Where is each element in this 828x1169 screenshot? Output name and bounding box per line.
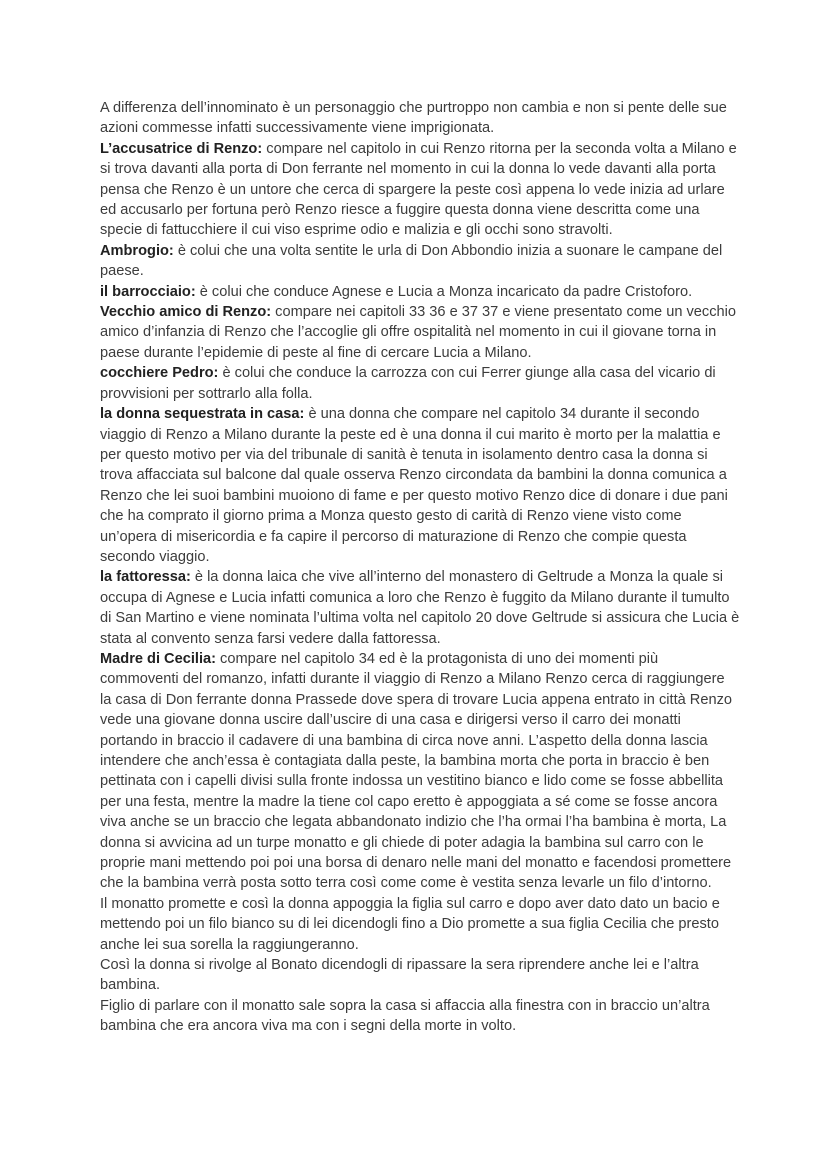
paragraph-text: A differenza dell’innominato è un personaggio che purtroppo non cambia e non si pente delle sue azioni commesse infatti successivamente viene imprigionata. bbox=[100, 100, 727, 137]
character-term: Vecchio amico di Renzo: bbox=[100, 304, 272, 321]
paragraph-vecchio-amico bbox=[100, 302, 740, 363]
paragraph-accusatrice bbox=[100, 139, 740, 241]
document-body bbox=[100, 98, 740, 1037]
character-term: il barrocciaio: bbox=[100, 283, 196, 300]
character-term: Ambrogio: bbox=[100, 242, 174, 259]
paragraph-monatto bbox=[100, 894, 740, 955]
paragraph-text: è una donna che compare nel capitolo 34 durante il secondo viaggio di Renzo a Milano durante la peste ed è una donna il cui marito è morto per la malattia e per questo motivo per via del tribunale di sanità è tenuta in isolamento dentro casa la donna si trova affacciata sul balcone dal quale osserva Renzo circondata da bambini la donna comunica a Renzo che lei suoi bambini muoiono di fame e per questo motivo Renzo dice di donare i due pani che ha comprato il giorno prima a Monza questo gesto di carità di Renzo viene visto come un’opera di misericordia e fa capire il percorso di maturazione di Renzo che compie questa secondo viaggio. bbox=[100, 406, 728, 565]
character-term: la fattoressa: bbox=[100, 569, 191, 586]
paragraph-fattoressa bbox=[100, 567, 740, 649]
paragraph-text: compare nel capitolo in cui Renzo ritorna per la seconda volta a Milano e si trova davanti alla porta di Don ferrante nel momento in cui la donna lo vede davanti alla porta pensa che Renzo è un untore che cerca di spargere la peste così appena lo vede inizia ad urlare ed accusarlo per fortuna però Renzo riesce a fuggire questa donna viene descritta come una specie di fattucchiere il cui viso esprime odio e malizia e gli occhi sono stravolti. bbox=[100, 140, 737, 239]
paragraph-text: è colui che conduce Agnese e Lucia a Monza incaricato da padre Cristoforo. bbox=[195, 283, 693, 300]
paragraph-bonato bbox=[100, 955, 740, 996]
paragraph-cocchiere bbox=[100, 363, 740, 404]
paragraph-text: compare nei capitoli 33 36 e 37 37 e viene presentato come un vecchio amico d’infanzia di Renzo che l’accoglie gli offre ospitalità nel momento in cui il giovane torna in paese durante l’epidemie di peste al fine di cercare Lucia a Milano. bbox=[100, 304, 736, 361]
paragraph-text: è colui che conduce la carrozza con cui Ferrer giunge alla casa del vicario di provvisioni per sottrarlo alla folla. bbox=[100, 365, 716, 402]
character-term: Madre di Cecilia: bbox=[100, 650, 216, 667]
paragraph-finestra bbox=[100, 996, 740, 1037]
character-term: cocchiere Pedro: bbox=[100, 365, 219, 382]
character-term: L’accusatrice di Renzo: bbox=[100, 140, 263, 157]
paragraph-text: Così la donna si rivolge al Bonato dicendogli di ripassare la sera riprendere anche lei e l’altra bambina. bbox=[100, 957, 699, 994]
paragraph-text: è colui che una volta sentite le urla di Don Abbondio inizia a suonare le campane del paese. bbox=[100, 242, 723, 280]
paragraph-text: compare nel capitolo 34 ed è la protagonista di uno dei momenti più commoventi del romanzo, infatti durante il viaggio di Renzo a Milano Renzo cerca di raggiungere la casa di Don ferrante donna Prassede dove spera di trovare Lucia appena entrato in città Renzo vede una giovane donna uscire dall’uscire di una casa e dirigersi verso il carro dei monatti portando in braccio il cadavere di una bambina di circa nove anni. L’aspetto della donna lascia intendere che anch’essa è contagiata dalla peste, la bambina morta che porta in braccio è ben pettinata con i capelli divisi sulla fronte indossa un vestitino bianco e lido come se fosse abbellita per una festa, mentre la madre la tiene col capo eretto è appoggiata a sé come se fosse ancora viva anche se un braccio che legata abbandonato indizio che l’ha ormai l’ha bambina è morta, La donna si avvicina ad un turpe monatto e gli chiede di poter adagia la bambina sul carro con le proprie mani mettendo poi poi una borsa di denaro nelle mani del monatto e facendosi promettere che la bambina verrà posta sotto terra così come come è vestita senza levarle un filo d’intorno. bbox=[100, 650, 732, 892]
paragraph-ambrogio bbox=[100, 241, 740, 282]
paragraph-madre-cecilia bbox=[100, 649, 740, 894]
paragraph-barrocciaio bbox=[100, 282, 740, 302]
paragraph-text: Figlio di parlare con il monatto sale sopra la casa si affaccia alla finestra con in braccio un’altra bambina che era ancora viva ma con i segni della morte in volto. bbox=[100, 997, 710, 1035]
paragraph-text: è la donna laica che vive all’interno del monastero di Geltrude a Monza la quale si occupa di Agnese e Lucia infatti comunica a loro che Renzo è fuggito da Milano durante il tumulto di San Martino e viene nominata l’ultima volta nel capitolo 20 dove Geltrude si assicura che Lucia è stata al convento senza farsi vedere dalla fattoressa. bbox=[100, 569, 740, 647]
character-term: la donna sequestrata in casa: bbox=[100, 406, 305, 423]
paragraph-intro bbox=[100, 98, 740, 139]
paragraph-donna-sequestrata bbox=[100, 404, 740, 567]
paragraph-text: Il monatto promette e così la donna appoggia la figlia sul carro e dopo aver dato dato un bacio e mettendo poi un filo bianco su di lei dicendogli fino a Dio promette a sua figlia Cecilia che presto anche lei sua sorella la raggiungeranno. bbox=[100, 895, 720, 953]
